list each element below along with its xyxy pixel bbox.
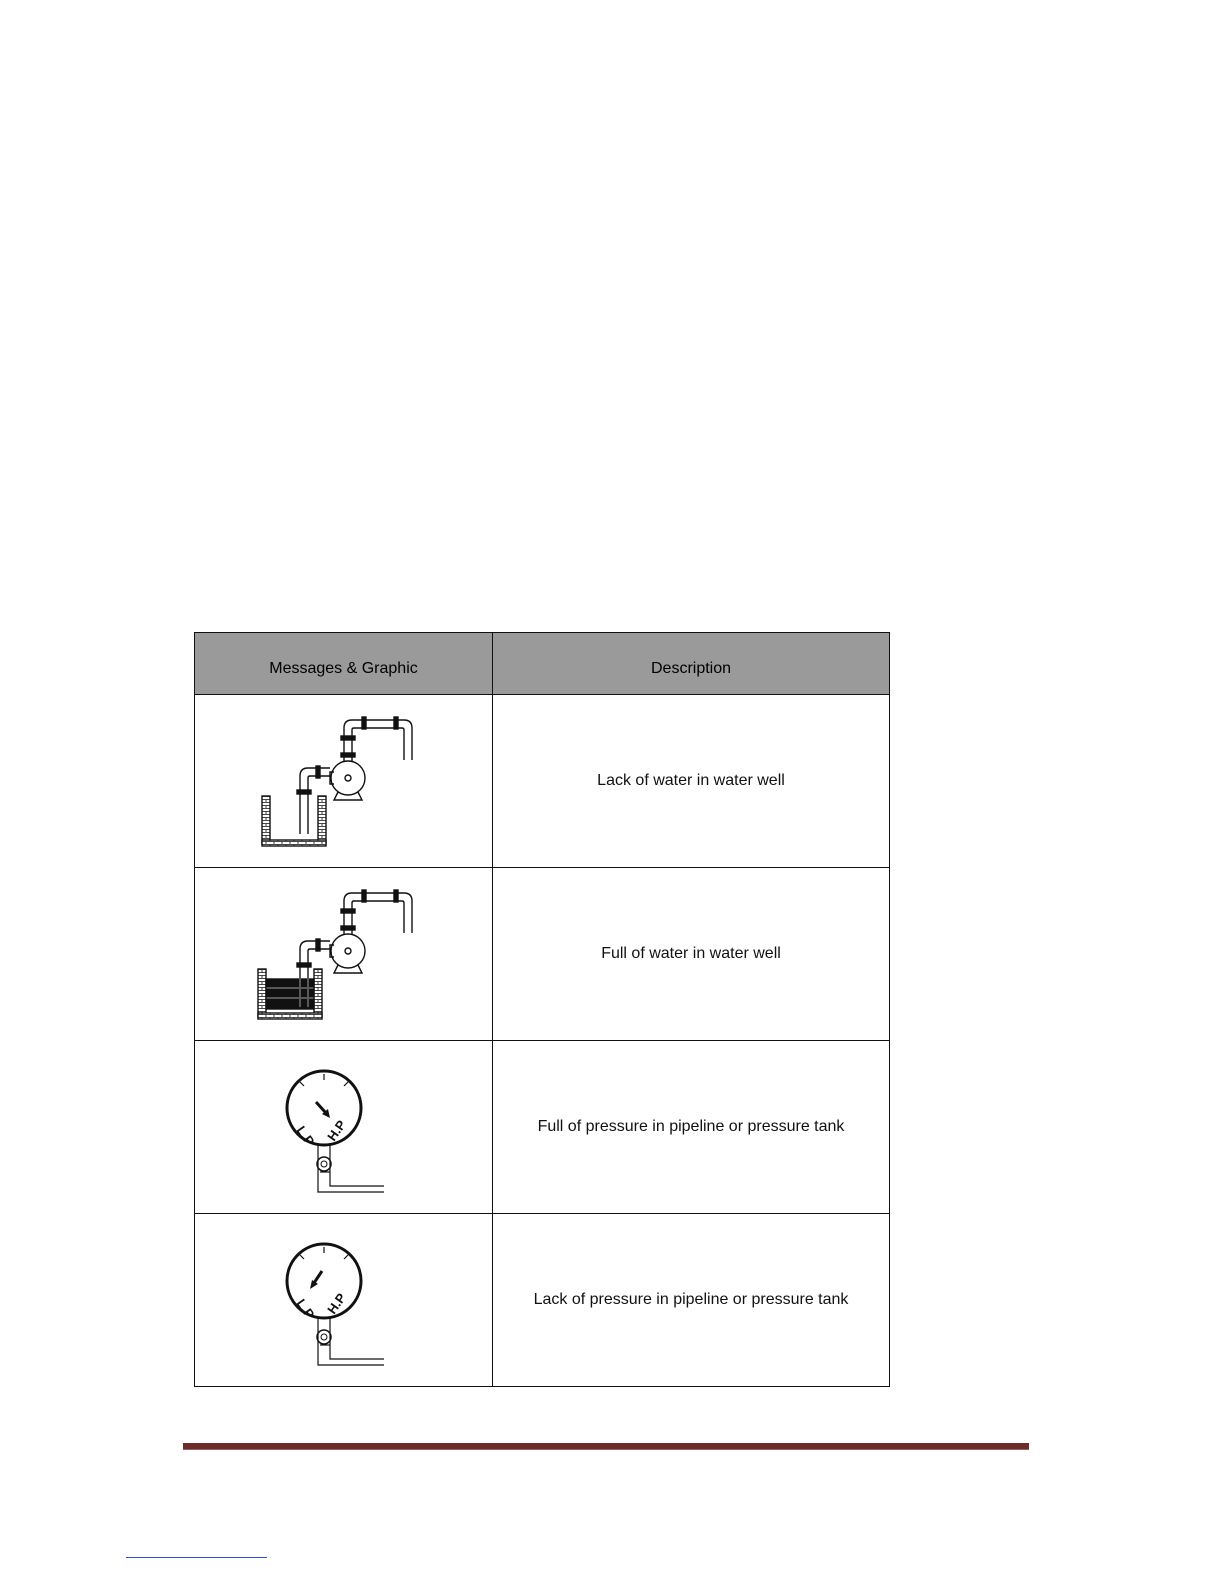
- description-cell: Lack of water in water well: [493, 695, 890, 868]
- graphic-cell: [195, 695, 493, 868]
- description-cell: Full of water in water well: [493, 868, 890, 1041]
- gauge-low-label: L.P: [293, 1123, 317, 1149]
- graphic-cell: [195, 1041, 493, 1214]
- description-cell: Lack of pressure in pipeline or pressure tank: [493, 1214, 890, 1387]
- pressure-gauge-high-icon: [244, 1052, 444, 1202]
- gauge-low-label: L.P: [293, 1296, 317, 1322]
- table-header-row: [195, 633, 890, 695]
- footer-rule: [183, 1443, 1029, 1450]
- graphic-cell: [195, 868, 493, 1041]
- header-messages-graphic: Messages & Graphic: [195, 633, 493, 695]
- header-description: Description: [493, 633, 890, 695]
- gauge-high-label: H.P: [323, 1117, 349, 1144]
- graphic-cell: [195, 1214, 493, 1387]
- pressure-gauge-low-icon: [244, 1225, 444, 1375]
- table-row: [195, 1041, 890, 1214]
- description-cell: Full of pressure in pipeline or pressure tank: [493, 1041, 890, 1214]
- table-row: [195, 1214, 890, 1387]
- pump-well-full-icon: [244, 879, 444, 1029]
- pump-well-empty-icon: [244, 706, 444, 856]
- table-row: [195, 868, 890, 1041]
- table-row: [195, 695, 890, 868]
- gauge-high-label: H.P: [323, 1290, 349, 1317]
- footer-link-underline: [126, 1557, 267, 1558]
- messages-table: [194, 632, 890, 1387]
